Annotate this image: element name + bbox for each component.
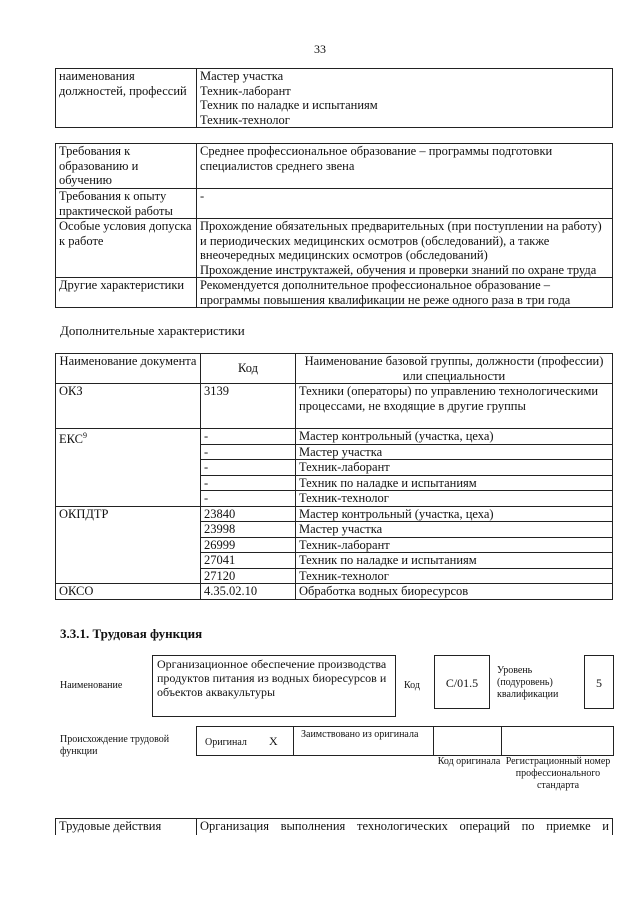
eks-name: Техник-лаборант [296,460,613,476]
position-item: Техник-лаборант [200,83,291,98]
original-mark: X [269,734,278,748]
eks-doc-label: ЕКС [59,432,83,447]
level-label: Уровень (подуровень) квалификации [497,665,559,700]
function-name-value: Организационное обеспечение производства продуктов питания из водных биоресурсов и объектов аквакультуры [157,657,387,699]
okpdtr-code: 27120 [201,568,296,584]
labor-actions-value: Организация выполнения технологических операций по приемке и [197,819,613,836]
okpdtr-name: Техник-технолог [296,568,613,584]
requirement-label: Требования к образованию и обучению [56,144,197,189]
classifiers-table [55,353,613,600]
eks-code: - [201,444,296,460]
eks-code: - [201,460,296,476]
function-name-box [152,655,396,717]
divider [501,727,502,755]
okpdtr-name: Мастер контрольный (участка, цеха) [296,506,613,522]
positions-table [55,68,613,128]
okpdtr-name: Техник по наладке и испытаниям [296,553,613,569]
eks-name: Техник-технолог [296,491,613,507]
borrowed-label: Заимствовано из оригинала [301,729,419,740]
requirement-label: Требования к опыту практической работы [56,189,197,219]
eks-name: Мастер участка [296,444,613,460]
eks-code: - [201,475,296,491]
level-box [584,655,614,709]
reg-number-label: Регистрационный номер профессионального стандарта [505,756,611,791]
header-name: Наименование базовой группы, должности (профессии) или специальности [296,354,613,384]
level-value: 5 [596,676,602,690]
function-name-label: Наименование [60,680,123,691]
okpdtr-name: Мастер участка [296,522,613,538]
header-document: Наименование документа [56,354,201,384]
eks-name: Техник по наладке и испытаниям [296,475,613,491]
position-item: Мастер участка [200,69,284,83]
divider [293,727,294,755]
okz-name: Техники (операторы) по управлению технологическими процессами, не входящие в другие группы [296,384,613,429]
code-box [434,655,490,709]
table-row [56,584,613,600]
page-number: 33 [314,42,326,56]
labor-actions-label: Трудовые действия [56,819,197,836]
table-row [56,189,613,219]
requirement-value: Рекомендуется дополнительное профессиональное образование – программы повышения квалификации не реже одного раза в три года [197,278,613,308]
table-row [56,278,613,308]
table-row [56,429,613,445]
code-original-label: Код оригинала [437,756,501,767]
requirement-value: Среднее профессиональное образование – программы подготовки специалистов среднего звена [197,144,613,189]
okpdtr-code: 27041 [201,553,296,569]
okpdtr-code: 23998 [201,522,296,538]
okso-name: Обработка водных биоресурсов [296,584,613,600]
requirements-table [55,143,613,308]
code-label: Код [404,680,420,691]
okso-doc: ОКСО [56,584,201,600]
origin-box [196,726,614,756]
positions-label: наименования должностей, профессий [56,69,197,128]
section-title: 3.3.1. Трудовая функция [60,626,203,641]
labor-actions-table [55,818,613,835]
okz-code: 3139 [201,384,296,429]
table-row [56,384,613,429]
okso-code: 4.35.02.10 [201,584,296,600]
requirement-value: Прохождение обязательных предварительных (при поступлении на работу) и периодических медицинских осмотров (обследований), а также внеочередных медицинских осмотров (обследований) Прохождение инструктажей, обучения и проверки знаний по охране труда [197,219,613,278]
eks-code: - [201,429,296,445]
header-code: Код [201,354,296,384]
table-header-row [56,354,613,384]
divider [433,727,434,755]
original-label: Оригинал [205,737,247,748]
positions-values [197,69,613,128]
okpdtr-code: 26999 [201,537,296,553]
table-row [56,506,613,522]
origin-label: Происхождение трудовой функции [60,734,170,757]
table-row [56,144,613,189]
okpdtr-doc: ОКПДТР [56,506,201,584]
position-item: Техник-технолог [200,112,290,127]
requirement-label: Другие характеристики [56,278,197,308]
okpdtr-code: 23840 [201,506,296,522]
okpdtr-name: Техник-лаборант [296,537,613,553]
position-item: Техник по наладке и испытаниям [200,98,378,112]
eks-doc [56,429,201,507]
code-value: C/01.5 [445,676,479,690]
eks-name: Мастер контрольный (участка, цеха) [296,429,613,445]
additional-title: Дополнительные характеристики [60,323,245,338]
eks-footnote: 9 [83,431,87,440]
requirement-label: Особые условия допуска к работе [56,219,197,278]
eks-code: - [201,491,296,507]
requirement-value: - [197,189,613,219]
okz-doc: ОКЗ [56,384,201,429]
table-row [56,219,613,278]
